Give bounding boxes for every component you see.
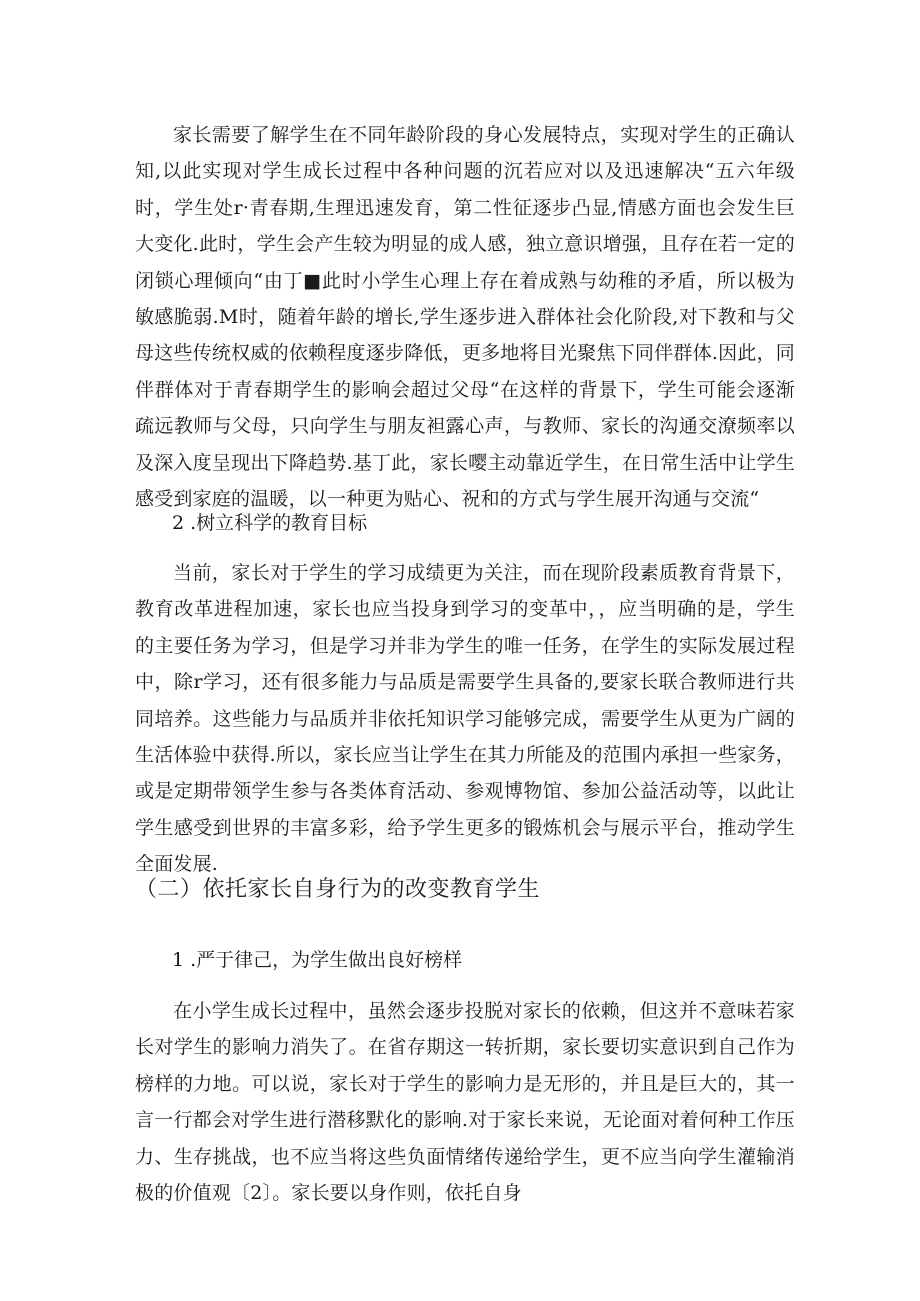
subheading-scientific-goals: 2 .树立科学的教育目标 [172,512,368,534]
subheading-role-model: 1 .严于律己，为学生做出良好榜样 [172,949,463,971]
paragraph-role-model: 在小学生成长过程中，虽然会逐步投脱对家长的依赖，但这并不意味若家长对学生的影响力消失了。在省存期这一转折期，家长要切实意识到自己作为榜样的力地。可以说，家长对于学生的影响力是无形的，并且是巨大的，其一言一行都会对学生进行潜移默化的影响.对于家长来说，无论面对着何种工作压力、生存挑战，也不应当将这些负面情绪传递给学生，更不应当向学生灌输消极的价值观〔2〕。家长要以身作则，依托自身 [135,1000,795,1205]
section-heading-parent-behavior: （二）依托家长自身行为的改变教育学生 [135,877,541,902]
paragraph-parent-understanding: 家长需要了解学生在不同年龄阶段的身心发展特点，实现对学生的正确认知,以此实现对学生成长过程中各种问题的沉若应对以及迅速解决“五六年级时，学生处r·青春期,生理迅速发育，第二性征逐步凸显,情感方面也会发生巨大变化.此时，学生会产生较为明显的成人感，独立意识增强，且存在若一定的闭锁心理倾向“由丁■此时小学生心理上存在着成熟与幼稚的矛盾，所以极为敏感脆弱.M时，随着年龄的增长,学生逐步进入群体社会化阶段,对下教和与父母这些传统权威的依赖程度逐步降低，更多地将目光聚焦下同伴群体.因此，同伴群体对于青春期学生的影响会超过父母“在这样的背景下，学生可能会逐渐疏远教师与父母，只向学生与朋友袒露心声，与教师、家长的沟通交潦频率以及深入度呈现出下降趋势.基丁此，家长嘤主动靠近学生，在日常生活中让学生感受到家庭的温暖，以一种更为贴心、祝和的方式与学生展开沟通与交流“ [135,124,795,511]
paragraph-education-goals: 当前，家长对于学生的学习成绩更为关注，而在现阶段素质教育背景下，教育改革进程加速，家长也应当投身到学习的变革中，，应当明确的是，学生的主要任务为学习，但是学习并非为学生的唯一任务，在学生的实际发展过程中，除r学习，还有很多能力与品质是需要学生具备的,要家长联合教师进行共同培养。这些能力与品质并非依托知识学习能够完成，需要学生从更为广阔的生活体验中获得.所以，家长应当让学生在其力所能及的范围内承担一些家务，或是定期带领学生参与各类体育活动、参观博物馆、参加公益活动等，以此让学生感受到世界的丰富多彩，给予学生更多的锻炼机会与展示平台，推动学生全面发展. [135,562,795,876]
